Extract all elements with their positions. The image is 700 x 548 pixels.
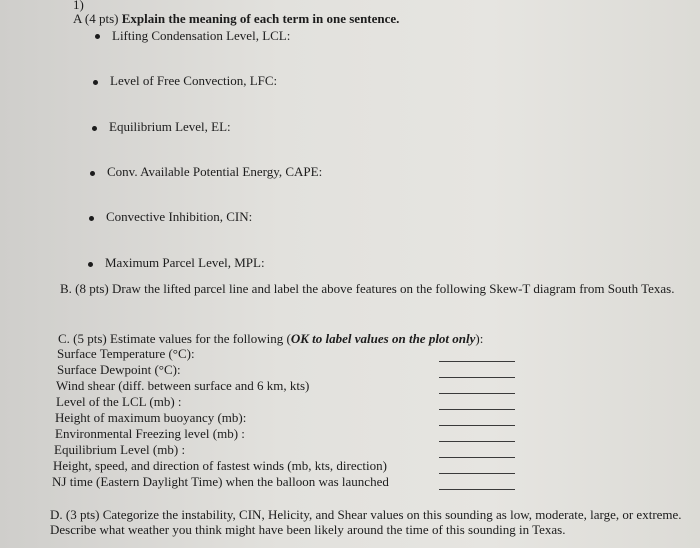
item-wind-shear: Wind shear (diff. between surface and 6 km, kts) xyxy=(56,378,310,393)
item-lcl-level: Level of the LCL (mb) : xyxy=(56,394,182,409)
question-number: 1) xyxy=(73,0,84,12)
item-surface-dewpoint: Surface Dewpoint (°C): xyxy=(57,362,181,377)
term-cin: Convective Inhibition, CIN: xyxy=(106,209,253,224)
part-a-heading xyxy=(73,11,399,27)
part-d-text: D. (3 pts) Categorize the instability, CIN, Helicity, and Shear values on this sounding as low, moderate, large, or extreme. Describe what weather you think might have been likely around the time of this sounding in Texas. xyxy=(50,507,682,537)
answer-blank[interactable] xyxy=(439,425,515,426)
item-freezing-level: Environmental Freezing level (mb) : xyxy=(55,426,245,441)
part-a-title: Explain the meaning of each term in one sentence. xyxy=(121,11,400,26)
item-equilibrium-level: Equilibrium Level (mb) : xyxy=(54,442,186,457)
item-launch-time: NJ time (Eastern Daylight Time) when the balloon was launched xyxy=(52,474,389,489)
bullet-icon xyxy=(90,171,95,176)
answer-blank[interactable] xyxy=(439,361,515,362)
term-el: Equilibrium Level, EL: xyxy=(109,119,231,134)
part-c-intro-end: ): xyxy=(475,331,484,346)
term-mpl: Maximum Parcel Level, MPL: xyxy=(105,255,265,270)
term-lcl: Lifting Condensation Level, LCL: xyxy=(112,28,291,43)
bullet-icon xyxy=(93,80,98,85)
bullet-icon xyxy=(88,262,93,267)
answer-blank[interactable] xyxy=(439,473,515,474)
answer-blank[interactable] xyxy=(439,377,515,378)
part-b-text: B. (8 pts) Draw the lifted parcel line and label the above features on the following Skew-T diagram from South Texas. xyxy=(60,281,675,296)
answer-blank[interactable] xyxy=(439,393,515,394)
bullet-icon xyxy=(89,216,94,221)
bullet-icon xyxy=(95,34,100,39)
part-c-intro-emphasis: OK to label values on the plot only xyxy=(290,331,476,346)
answer-blank[interactable] xyxy=(439,441,515,442)
item-max-buoyancy: Height of maximum buoyancy (mb): xyxy=(55,410,247,425)
answer-blank[interactable] xyxy=(439,409,515,410)
term-cape: Conv. Available Potential Energy, CAPE: xyxy=(107,164,323,179)
answer-blank[interactable] xyxy=(439,489,515,490)
term-lfc: Level of Free Convection, LFC: xyxy=(110,73,278,88)
bullet-icon xyxy=(92,126,97,131)
answer-blank[interactable] xyxy=(439,457,515,458)
part-c-intro xyxy=(58,331,483,347)
part-a-prefix: A (4 pts) xyxy=(73,11,122,26)
item-fastest-winds: Height, speed, and direction of fastest winds (mb, kts, direction) xyxy=(53,458,387,473)
item-surface-temperature: Surface Temperature (°C): xyxy=(57,346,195,361)
part-c-intro-start: C. (5 pts) Estimate values for the following ( xyxy=(58,331,291,346)
